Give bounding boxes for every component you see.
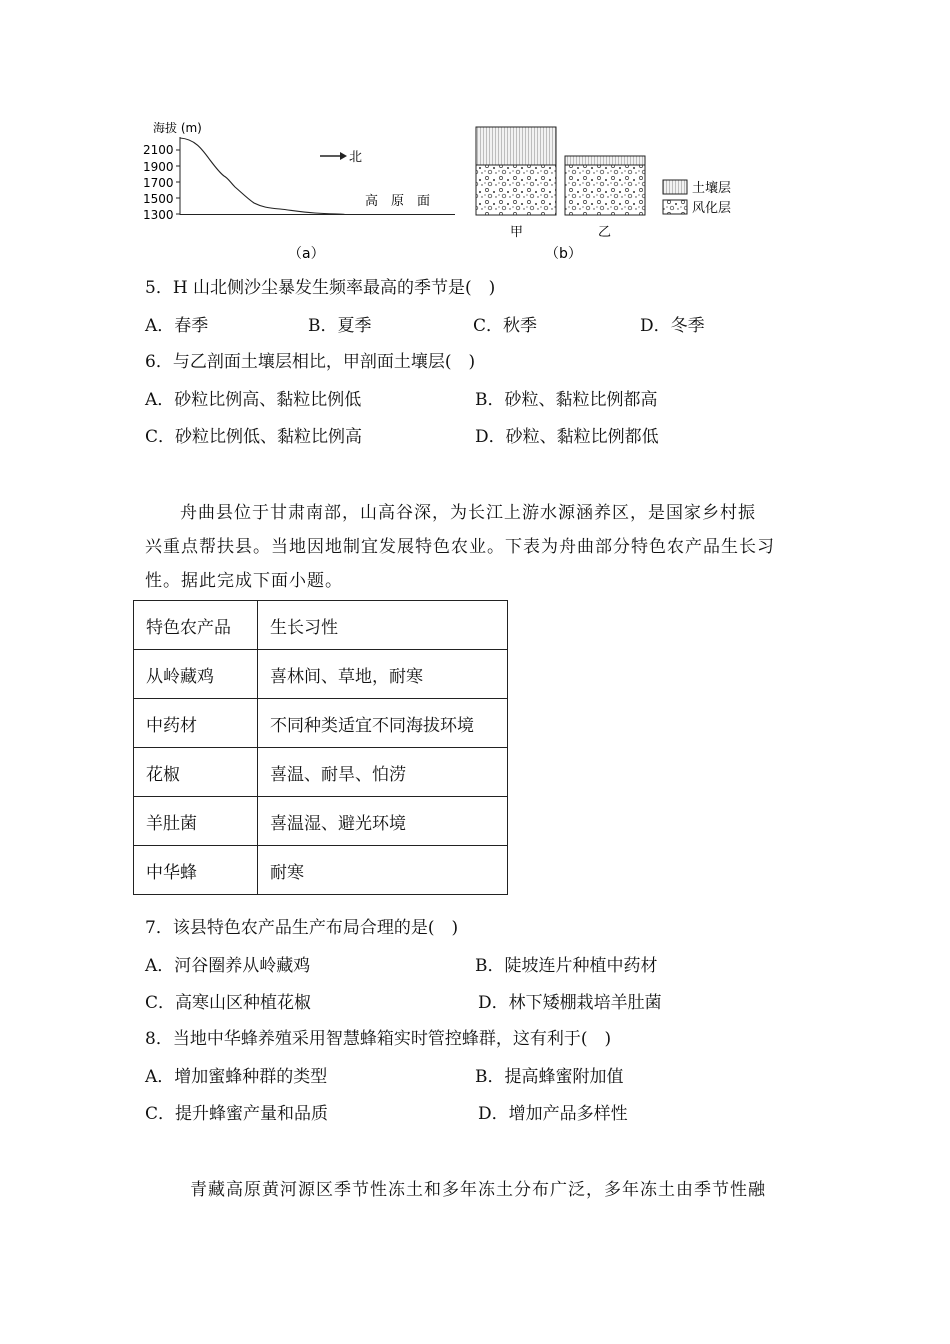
table-cell-product: 从岭藏鸡 (134, 650, 258, 699)
question-8-option-d[interactable]: D．增加产品多样性 (478, 1104, 628, 1124)
figure-a-terrain-curve (180, 138, 345, 215)
profile-yi-soil-layer (565, 156, 645, 165)
figure-b-caption: （b） (545, 246, 582, 262)
question-6-option-a[interactable]: A．砂粒比例高、黏粒比例低 (145, 390, 362, 410)
passage-1-line-2: 兴重点帮扶县。当地因地制宜发展特色农业。下表为舟曲部分特色农产品生长习 (145, 537, 775, 557)
figure-a-ytick: 1500 (143, 192, 174, 206)
table-cell-product: 中药材 (134, 699, 258, 748)
table-header-cell: 特色农产品 (134, 601, 258, 650)
question-5-option-c[interactable]: C．秋季 (473, 316, 538, 336)
question-7-option-c[interactable]: C．高寒山区种植花椒 (145, 993, 312, 1013)
question-8-stem: 8．当地中华蜂养殖采用智慧蜂箱实时管控蜂群，这有利于( ) (145, 1029, 612, 1049)
table-row (134, 797, 508, 846)
table-cell-habit: 喜林间、草地，耐寒 (258, 650, 508, 699)
question-8-option-a[interactable]: A．增加蜜蜂种群的类型 (145, 1067, 328, 1087)
passage-1-line-3: 性。据此完成下面小题。 (145, 571, 343, 591)
table-cell-product: 花椒 (134, 748, 258, 797)
question-6-option-c[interactable]: C．砂粒比例低、黏粒比例高 (145, 427, 363, 447)
figure-a-profile (140, 115, 470, 265)
question-7-option-b[interactable]: B．陡坡连片种植中药材 (475, 956, 658, 976)
legend-weathered-label: 风化层 (692, 201, 732, 216)
legend-soil-swatch (663, 180, 687, 194)
table-row (134, 699, 508, 748)
question-5-option-d[interactable]: D．冬季 (640, 316, 705, 336)
question-5-stem: 5．H 山北侧沙尘暴发生频率最高的季节是( ) (145, 278, 496, 298)
figure-a-ytick: 1300 (143, 208, 174, 222)
figure-a-ylabel: 海拔 (m) (153, 121, 202, 135)
question-6-stem: 6．与乙剖面土壤层相比，甲剖面土壤层( ) (145, 352, 476, 372)
legend-soil-label: 土壤层 (692, 181, 732, 196)
question-7-stem: 7．该县特色农产品生产布局合理的是( ) (145, 918, 459, 938)
figure-a-ytick: 2100 (143, 143, 174, 157)
question-7-option-a[interactable]: A．河谷圈养从岭藏鸡 (145, 956, 311, 976)
table-row (134, 846, 508, 895)
table-cell-habit: 不同种类适宜不同海拔环境 (258, 699, 508, 748)
figure-a-ytick: 1700 (143, 176, 174, 190)
table-cell-product: 中华蜂 (134, 846, 258, 895)
figure-a-plateau-label: 高 原 面 (365, 194, 431, 209)
profile-yi-weathered-layer (565, 165, 645, 215)
question-8-option-c[interactable]: C．提升蜂蜜产量和品质 (145, 1104, 329, 1124)
question-5-option-b[interactable]: B．夏季 (308, 316, 372, 336)
figure-b-profiles (470, 115, 760, 265)
figure-a-caption: （a） (288, 246, 325, 262)
question-7-option-d[interactable]: D．林下矮棚栽培羊肚菌 (478, 993, 662, 1013)
table-header-row (134, 601, 508, 650)
table-header-cell: 生长习性 (258, 601, 508, 650)
profile-yi-label: 乙 (598, 225, 612, 240)
legend-weathered-swatch (663, 200, 687, 214)
profile-jia-soil-layer (476, 127, 556, 165)
passage-2-line-1: 青藏高原黄河源区季节性冻土和多年冻土分布广泛，多年冻土由季节性融 (190, 1180, 766, 1200)
question-6-option-d[interactable]: D．砂粒、黏粒比例都低 (475, 427, 659, 447)
table-row (134, 650, 508, 699)
agri-products-table (133, 600, 508, 895)
table-row (134, 748, 508, 797)
figure-a-ytick: 1900 (143, 160, 174, 174)
question-8-option-b[interactable]: B．提高蜂蜜附加值 (475, 1067, 624, 1087)
profile-jia-label: 甲 (510, 225, 524, 240)
question-6-option-b[interactable]: B．砂粒、黏粒比例都高 (475, 390, 658, 410)
question-5-option-a[interactable]: A．春季 (145, 316, 209, 336)
profile-jia-weathered-layer (476, 165, 556, 215)
table-cell-product: 羊肚菌 (134, 797, 258, 846)
table-cell-habit: 喜温、耐旱、怕涝 (258, 748, 508, 797)
table-cell-habit: 喜温湿、避光环境 (258, 797, 508, 846)
table-cell-habit: 耐寒 (258, 846, 508, 895)
passage-1-line-1: 舟曲县位于甘肃南部，山高谷深，为长江上游水源涵养区，是国家乡村振 (180, 503, 756, 523)
figure-a-north-label: 北 (349, 150, 363, 165)
